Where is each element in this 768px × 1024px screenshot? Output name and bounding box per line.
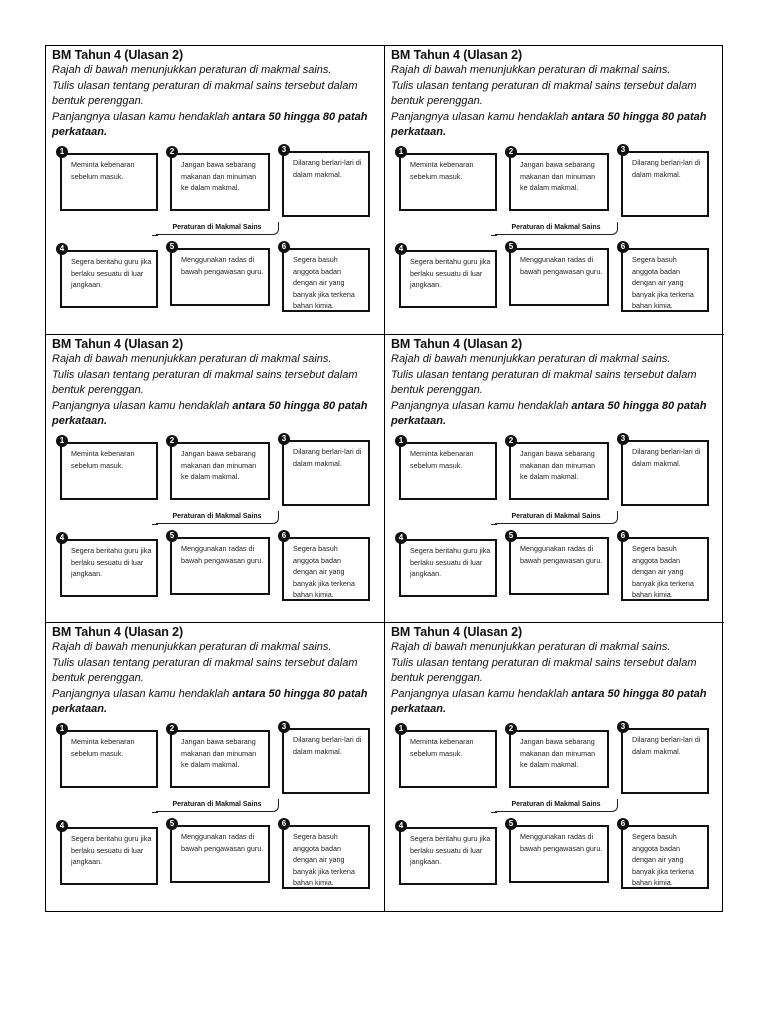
rule-box: [60, 539, 158, 597]
instruction-line-3: [391, 687, 718, 718]
rule-text: Segera basuh anggota badan dengan air yang banyak jika terkena bahan kimia.: [293, 255, 355, 311]
rule-box: [509, 825, 609, 883]
lab-rules-banner: Peraturan di Makmal Sains: [156, 799, 279, 812]
rule-text: Segera beritahu guru jika berlaku sesuatu di luar jangkaan.: [71, 546, 152, 579]
rule-text: Jangan bawa sebarang makanan dan minuman ke dalam makmal.: [181, 737, 257, 770]
lab-rules-diagram: [56, 435, 378, 601]
rule-text: Jangan bawa sebarang makanan dan minuman ke dalam makmal.: [181, 160, 257, 193]
lab-rules-banner: Peraturan di Makmal Sains: [156, 222, 279, 235]
rule-number-badge: 3: [278, 433, 290, 445]
lab-rules-diagram: [395, 435, 717, 601]
rule-number-badge: 4: [56, 820, 68, 832]
rule-text: Jangan bawa sebarang makanan dan minuman ke dalam makmal.: [520, 737, 596, 770]
rule-text: Dilarang berlari-lari di dalam makmal.: [632, 735, 701, 756]
rule-number-badge: 4: [56, 243, 68, 255]
rule-text: Segera beritahu guru jika berlaku sesuatu di luar jangkaan.: [71, 257, 152, 290]
rule-number-badge: 3: [617, 433, 629, 445]
rule-number-badge: 6: [617, 818, 629, 830]
rule-box: [282, 728, 370, 794]
rule-number-badge: 6: [617, 241, 629, 253]
rule-number-badge: 1: [395, 435, 407, 447]
rule-text: Segera beritahu guru jika berlaku sesuatu di luar jangkaan.: [71, 834, 152, 867]
instruction-line-1: Rajah di bawah menunjukkan peraturan di makmal sains.: [52, 353, 332, 365]
rule-box: [509, 153, 609, 211]
rule-number-badge: 3: [278, 721, 290, 733]
rule-number-badge: 1: [395, 723, 407, 735]
rule-number-badge: 1: [395, 146, 407, 158]
rule-box: [282, 151, 370, 217]
rule-box: [621, 537, 709, 601]
worksheet-card: [46, 46, 385, 335]
card-title: BM Tahun 4 (Ulasan 2): [52, 625, 184, 639]
rule-box: [621, 151, 709, 217]
instruction-line-3: [391, 110, 718, 141]
instruction-line-2: Tulis ulasan tentang peraturan di makmal sains tersebut dalam bentuk perenggan.: [391, 79, 697, 108]
rule-text: Segera beritahu guru jika berlaku sesuatu di luar jangkaan.: [410, 546, 491, 579]
rule-box: [621, 825, 709, 889]
rule-number-badge: 4: [395, 820, 407, 832]
instruction-line-2: Tulis ulasan tentang peraturan di makmal sains tersebut dalam bentuk perenggan.: [52, 656, 358, 685]
rule-text: Menggunakan radas di bawah pengawasan guru.: [181, 832, 264, 853]
rule-box: [60, 153, 158, 211]
rule-text: Menggunakan radas di bawah pengawasan guru.: [181, 544, 264, 565]
rule-box: [621, 248, 709, 312]
rule-number-badge: 6: [278, 818, 290, 830]
word-count-requirement: antara 50 hingga 80 patah perkataan.: [52, 399, 368, 428]
instruction-line-1: Rajah di bawah menunjukkan peraturan di makmal sains.: [391, 353, 671, 365]
card-title: BM Tahun 4 (Ulasan 2): [391, 625, 523, 639]
rule-box: [282, 537, 370, 601]
lab-rules-banner: Peraturan di Makmal Sains: [495, 222, 618, 235]
rule-text: Dilarang berlari-lari di dalam makmal.: [632, 447, 701, 468]
lab-rules-banner: Peraturan di Makmal Sains: [156, 511, 279, 524]
instruction-line-2: Tulis ulasan tentang peraturan di makmal sains tersebut dalam bentuk perenggan.: [52, 79, 358, 108]
rule-number-badge: 2: [505, 435, 517, 447]
instruction-line-1: Rajah di bawah menunjukkan peraturan di makmal sains.: [391, 641, 671, 653]
rule-box: [399, 442, 497, 500]
lab-rules-banner: Peraturan di Makmal Sains: [495, 511, 618, 524]
rule-text: Menggunakan radas di bawah pengawasan guru.: [520, 832, 603, 853]
lab-rules-banner: Peraturan di Makmal Sains: [495, 799, 618, 812]
rule-number-badge: 5: [166, 530, 178, 542]
rule-number-badge: 6: [278, 530, 290, 542]
instruction-line-3-prefix: Panjangnya ulasan kamu hendaklah: [52, 110, 233, 123]
rule-text: Menggunakan radas di bawah pengawasan guru.: [520, 255, 603, 276]
instruction-line-3: [52, 110, 378, 141]
lab-rules-diagram: [56, 723, 378, 889]
worksheet-card: [385, 46, 724, 335]
rule-text: Meminta kebenaran sebelum masuk.: [410, 449, 474, 470]
rule-text: Jangan bawa sebarang makanan dan minuman ke dalam makmal.: [520, 160, 596, 193]
rule-text: Segera basuh anggota badan dengan air yang banyak jika terkena bahan kimia.: [632, 544, 694, 600]
instruction-line-2: Tulis ulasan tentang peraturan di makmal sains tersebut dalam bentuk perenggan.: [52, 368, 358, 397]
rule-number-badge: 2: [166, 146, 178, 158]
rule-text: Segera basuh anggota badan dengan air yang banyak jika terkena bahan kimia.: [632, 832, 694, 888]
rule-number-badge: 2: [166, 435, 178, 447]
rule-text: Segera basuh anggota badan dengan air yang banyak jika terkena bahan kimia.: [632, 255, 694, 311]
instruction-line-1: Rajah di bawah menunjukkan peraturan di makmal sains.: [52, 64, 332, 76]
rule-text: Segera beritahu guru jika berlaku sesuatu di luar jangkaan.: [410, 257, 491, 290]
rule-box: [170, 153, 270, 211]
rule-box: [170, 730, 270, 788]
rule-box: [399, 539, 497, 597]
rule-text: Dilarang berlari-lari di dalam makmal.: [293, 735, 362, 756]
rule-number-badge: 6: [617, 530, 629, 542]
rule-box: [60, 442, 158, 500]
rule-box: [509, 442, 609, 500]
word-count-requirement: antara 50 hingga 80 patah perkataan.: [391, 687, 707, 716]
rule-text: Dilarang berlari-lari di dalam makmal.: [632, 158, 701, 179]
rule-text: Meminta kebenaran sebelum masuk.: [71, 160, 135, 181]
rule-text: Dilarang berlari-lari di dalam makmal.: [293, 447, 362, 468]
lab-rules-diagram: [56, 146, 378, 312]
rule-number-badge: 4: [395, 243, 407, 255]
instruction-line-2: Tulis ulasan tentang peraturan di makmal sains tersebut dalam bentuk perenggan.: [391, 368, 697, 397]
rule-box: [399, 827, 497, 885]
rule-number-badge: 3: [617, 721, 629, 733]
rule-number-badge: 3: [617, 144, 629, 156]
rule-box: [621, 440, 709, 506]
card-title: BM Tahun 4 (Ulasan 2): [52, 48, 184, 62]
word-count-requirement: antara 50 hingga 80 patah perkataan.: [52, 687, 368, 716]
word-count-requirement: antara 50 hingga 80 patah perkataan.: [52, 110, 368, 139]
rule-number-badge: 5: [166, 818, 178, 830]
rule-number-badge: 4: [56, 532, 68, 544]
rule-box: [60, 250, 158, 308]
instruction-line-3: [52, 399, 378, 430]
instruction-line-3-prefix: Panjangnya ulasan kamu hendaklah: [391, 110, 572, 123]
rule-text: Segera basuh anggota badan dengan air yang banyak jika terkena bahan kimia.: [293, 544, 355, 600]
instruction-line-3-prefix: Panjangnya ulasan kamu hendaklah: [391, 399, 572, 412]
instruction-line-3: [52, 687, 378, 718]
card-title: BM Tahun 4 (Ulasan 2): [391, 48, 523, 62]
word-count-requirement: antara 50 hingga 80 patah perkataan.: [391, 399, 707, 428]
rule-box: [60, 827, 158, 885]
instruction-line-3-prefix: Panjangnya ulasan kamu hendaklah: [391, 687, 572, 700]
rule-number-badge: 2: [505, 723, 517, 735]
rule-number-badge: 5: [166, 241, 178, 253]
rule-number-badge: 5: [505, 530, 517, 542]
rule-box: [509, 537, 609, 595]
rule-box: [399, 730, 497, 788]
rule-number-badge: 1: [56, 435, 68, 447]
rule-number-badge: 2: [166, 723, 178, 735]
card-title: BM Tahun 4 (Ulasan 2): [52, 337, 184, 351]
card-title: BM Tahun 4 (Ulasan 2): [391, 337, 523, 351]
rule-text: Segera beritahu guru jika berlaku sesuatu di luar jangkaan.: [410, 834, 491, 867]
worksheet-card: [46, 335, 385, 623]
rule-text: Segera basuh anggota badan dengan air yang banyak jika terkena bahan kimia.: [293, 832, 355, 888]
rule-number-badge: 2: [505, 146, 517, 158]
rule-box: [509, 248, 609, 306]
instruction-line-1: Rajah di bawah menunjukkan peraturan di makmal sains.: [52, 641, 332, 653]
instruction-line-2: Tulis ulasan tentang peraturan di makmal sains tersebut dalam bentuk perenggan.: [391, 656, 697, 685]
rule-number-badge: 5: [505, 241, 517, 253]
rule-number-badge: 4: [395, 532, 407, 544]
rule-box: [282, 248, 370, 312]
instruction-line-3-prefix: Panjangnya ulasan kamu hendaklah: [52, 687, 233, 700]
instruction-line-3-prefix: Panjangnya ulasan kamu hendaklah: [52, 399, 233, 412]
rule-number-badge: 1: [56, 723, 68, 735]
lab-rules-diagram: [395, 146, 717, 312]
lab-rules-diagram: [395, 723, 717, 889]
rule-box: [509, 730, 609, 788]
rule-text: Meminta kebenaran sebelum masuk.: [71, 737, 135, 758]
rule-box: [399, 250, 497, 308]
rule-box: [170, 537, 270, 595]
rule-box: [621, 728, 709, 794]
rule-text: Dilarang berlari-lari di dalam makmal.: [293, 158, 362, 179]
worksheet-card: [385, 623, 724, 911]
rule-text: Menggunakan radas di bawah pengawasan guru.: [181, 255, 264, 276]
rule-number-badge: 6: [278, 241, 290, 253]
word-count-requirement: antara 50 hingga 80 patah perkataan.: [391, 110, 707, 139]
rule-text: Meminta kebenaran sebelum masuk.: [71, 449, 135, 470]
rule-box: [282, 440, 370, 506]
rule-text: Meminta kebenaran sebelum masuk.: [410, 737, 474, 758]
rule-text: Menggunakan radas di bawah pengawasan guru.: [520, 544, 603, 565]
rule-text: Jangan bawa sebarang makanan dan minuman ke dalam makmal.: [520, 449, 596, 482]
rule-box: [170, 442, 270, 500]
worksheet-card: [46, 623, 385, 911]
worksheet-card: [385, 335, 724, 623]
instruction-line-1: Rajah di bawah menunjukkan peraturan di makmal sains.: [391, 64, 671, 76]
rule-number-badge: 1: [56, 146, 68, 158]
rule-box: [170, 825, 270, 883]
rule-text: Jangan bawa sebarang makanan dan minuman ke dalam makmal.: [181, 449, 257, 482]
rule-box: [170, 248, 270, 306]
instruction-line-3: [391, 399, 718, 430]
rule-box: [282, 825, 370, 889]
rule-number-badge: 3: [278, 144, 290, 156]
worksheet-grid: [45, 45, 723, 912]
rule-text: Meminta kebenaran sebelum masuk.: [410, 160, 474, 181]
rule-box: [399, 153, 497, 211]
rule-number-badge: 5: [505, 818, 517, 830]
rule-box: [60, 730, 158, 788]
